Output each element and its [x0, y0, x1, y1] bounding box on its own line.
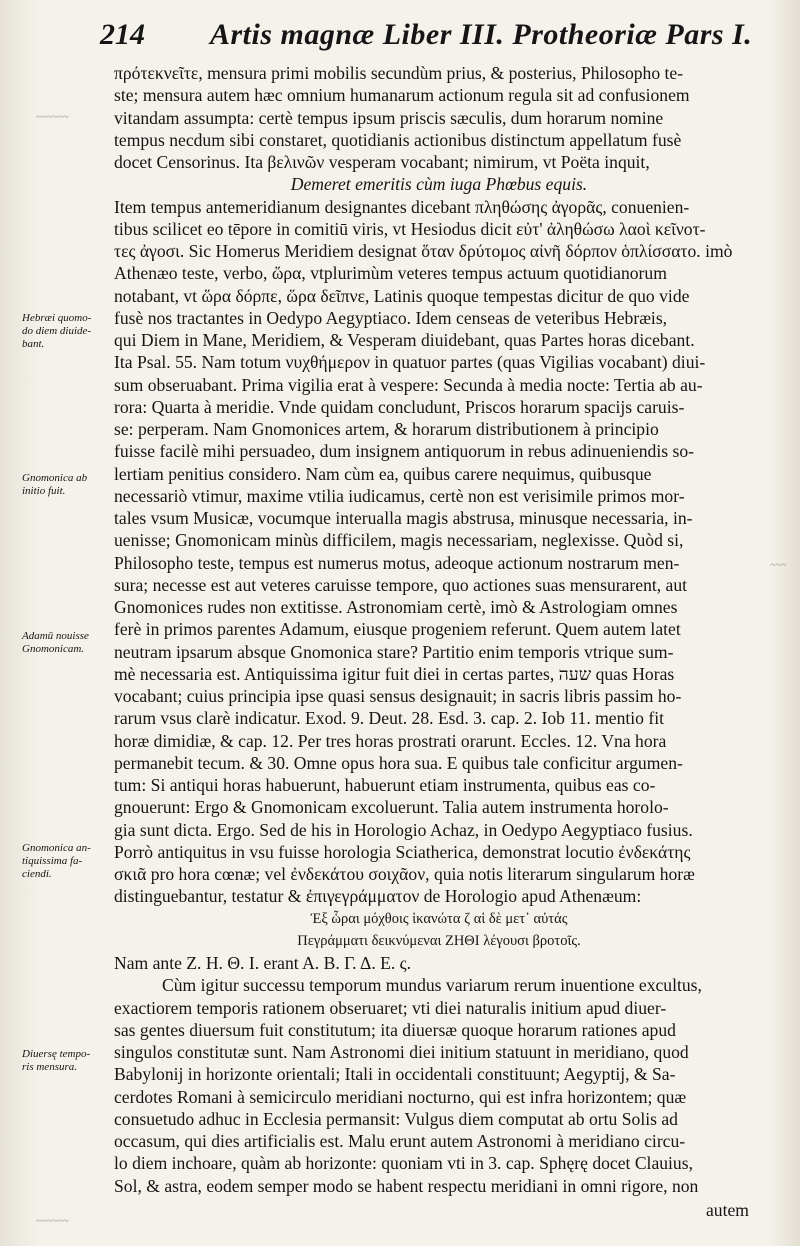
margin-note-line: Adamū nouisse: [22, 630, 89, 642]
text-line: sura; necesse est aut veteres caruisse tempore, quo actiones suas mensurarent, aut: [114, 574, 688, 595]
text-line: docet Censorinus. Ita βελινῶν vesperam vocabant; nimirum, vt Poëta inquit,: [114, 152, 650, 172]
margin-note-line: Hebræi quomo-: [22, 312, 92, 324]
text-line: vocabant; cuius principia ipse quasi sensus designauit; in sacris libris passim ho-: [114, 686, 682, 706]
margin-note-gnomonica-antiquissima: [22, 842, 110, 881]
text-line: se: perperam. Nam Gnomonices artem, & horarum distributionem à principio: [114, 419, 659, 439]
text-line: Porrò antiquitus in vsu fuisse horologia Sciatherica, demonstrat locutio ἐνδεκάτης: [114, 841, 691, 862]
text-line: fuisse facilè mihi persuadeo, dum insignem antiquorum in rebus adinueniendis so-: [114, 441, 694, 462]
text-line: tibus scilicet eo tēpore in comitiū viris, vt Hesiodus dicit εὐτ' ἀληθώσω λαοὶ κεῖνοτ-: [114, 218, 706, 239]
text-line: sas gentes diuersum fuit constitutum; ita diuersæ quoque horarum rationes apud: [114, 1019, 676, 1040]
text-line: sum obseruabant. Prima vigilia erat à vespere: Secunda à media nocte: Tertia ab au-: [114, 374, 703, 395]
margin-note-line: do diem diuide-: [22, 325, 92, 337]
text-line: Nam ante Z. H. Θ. I. erant A. B. Γ. Δ. E. ς.: [114, 953, 412, 973]
margin-note-adamu: [22, 630, 110, 656]
text-line: permanebit tecum. & 30. Omne opus hora sua. E quibus tale conficitur argumen-: [114, 752, 683, 773]
text-line: Philosopho teste, tempus est numerus motus, adeoque actionum nostrarum men-: [114, 552, 680, 573]
text-line: mè necessaria est. Antiquissima igitur fuit diei in certas partes, שעה quas Horas: [114, 663, 675, 684]
text-line: qui Diem in Mane, Meridiem, & Vesperam diuidebant, quas Partes horas dicebant.: [114, 330, 695, 350]
margin-note-line: initio fuit.: [22, 485, 66, 497]
text-line: Demeret emeritis cùm iuga Phœbus equis.: [290, 174, 588, 195]
margin-note-line: Gnomonica ab: [22, 472, 88, 484]
text-line: Babylonij in horizonte orientali; Itali in occidentali constituunt; Aegyptij, & Sa-: [114, 1064, 676, 1085]
text-line: fusè nos tractantes in Oedypo Aegyptiaco. Idem censeas de veteribus Hebræis,: [114, 307, 668, 328]
text-line: occasum, qui dies artificialis est. Malu erunt autem Astronomi à meridiano circu-: [114, 1131, 686, 1151]
page-header: [100, 18, 790, 58]
text-line: lo diem inchoare, quàm ab horizonte: quoniam vti in 3. cap. Sphęrę docet Clauius,: [114, 1153, 693, 1174]
bleed-through-mark: ~~~~~~: [36, 1216, 69, 1227]
text-line: ste; mensura autem hæc omnium humanarum actionum regula sit ad confusionem: [114, 85, 690, 106]
main-text-block: [114, 62, 764, 1197]
page-number: 214: [100, 18, 145, 51]
text-line: necessariò vtimur, maxime vtilia iudicamus, certè non est verisimile primos mor-: [114, 485, 685, 506]
text-line: horæ dimidiæ, & cap. 12. Per tres horas prostrati orarunt. Eccles. 12. Vna hora: [114, 730, 667, 751]
margin-note-line: ciendi.: [22, 868, 52, 880]
running-title: Artis magnæ Liber III. Protheoriæ Pars I.: [210, 18, 753, 51]
text-line: πρότεκνεῖτε, mensura primi mobilis secundùm prius, & posterius, Philosopho te-: [114, 63, 684, 83]
margin-note-diuersae: [22, 1048, 110, 1074]
margin-note-line: bant.: [22, 338, 45, 350]
text-line: rarum vsus clarè indicatur. Exod. 9. Deut. 28. Esd. 3. cap. 2. Iob 11. mentio fit: [114, 708, 665, 729]
text-line: exactiorem temporis rationem obseruaret; vti diei naturalis initium apud diuer-: [114, 997, 667, 1018]
text-line: Πεγράμματι δεικνύμεναι ΖΗΘΙ λέγουσι βροτοῖς.: [297, 932, 581, 949]
text-line: vitandam assumpta: certè tempus ipsum priscis sæculis, dum horarum nomine: [114, 107, 664, 128]
text-line: Ἐξ ὧραι μόχθοις ἱκανώτα ζ αἱ δὲ μετ᾽ αὐτάς: [310, 910, 568, 927]
text-line: Item tempus antemeridianum designantes dicebant πληθώσης ἀγορᾶς, conuenien-: [114, 196, 690, 217]
text-line: lertiam penitius considero. Nam cùm ea, quibus carere nequimus, quibusque: [114, 463, 652, 484]
margin-note-line: ris mensura.: [22, 1061, 78, 1073]
margin-note-line: tiquissima fa-: [22, 855, 83, 867]
text-line: tum: Si antiqui horas habuerunt, habuerunt etiam instrumenta, quibus eas co-: [114, 775, 656, 795]
text-line: gia sunt dicta. Ergo. Sed de his in Horologio Achaz, in Oedypo Aegyptiaco fusius.: [114, 819, 693, 840]
text-line: Sol, & astra, eodem semper modo se habent respectu meridiani in omni rigore, non: [114, 1175, 699, 1196]
bleed-through-mark: ~~~: [770, 560, 787, 571]
text-line: tales vsum Musicæ, vocumque interualla magis abstrusa, minusque necessaria, in-: [114, 508, 693, 528]
margin-note-line: Diuersę tempo-: [22, 1048, 91, 1060]
bleed-through-mark: ~~~~~~: [36, 112, 69, 123]
text-line: Ita Psal. 55. Nam totum νυχθήμερον in quatuor partes (quas Vigilias vocabant) diui-: [114, 352, 706, 373]
margin-note-line: Gnomonicam.: [22, 643, 85, 655]
text-line: τες ἀγοσι. Sic Homerus Meridiem designat ὅταν δρύτομος αἰνῆ δόρπον ὁπλίσσατο. imò: [114, 241, 733, 261]
text-line: Gnomonices rudes non extitisse. Astronomiam certè, imò & Astrologiam omnes: [114, 597, 678, 617]
text-line: Athenæo teste, verbo, ὥρα, vtplurimùm veteres tempus actuum quotidianorum: [114, 263, 667, 284]
margin-note-gnomonica-initio: [22, 472, 110, 498]
text-line: neutram ipsarum absque Gnomonica stare? Partitio enim temporis vtrique sum-: [114, 641, 674, 662]
text-line: consuetudo adhuc in Ecclesia permansit: Vulgus diem computat ab ortu Solis ad: [114, 1108, 678, 1129]
text-line: ferè in primos parentes Adamum, eiusque progeniem referunt. Quem autem latet: [114, 619, 681, 640]
text-line: notabant, vt ὥρα δόρπε, ὥρα δεῖπνε, Latinis quoque tempestas dicitur de quo vide: [114, 285, 690, 306]
catchword: autem: [706, 1200, 749, 1220]
margin-note-line: Gnomonica an-: [22, 842, 91, 854]
text-line: uenisse; Gnomonicam minùs difficilem, magis necessariam, neglexisse. Quòd si,: [114, 530, 684, 551]
text-line: rora: Quarta à meridie. Vnde quidam concludunt, Priscos horarum spacijs caruis-: [114, 396, 685, 417]
text-line: σκιᾶ pro hora cœnæ; vel ἐνδεκάτου σοιχᾶον, quia notis literarum singularum horæ: [114, 864, 695, 884]
text-line: distinguebantur, testatur & ἐπιγεγράμματον de Horologio apud Athenæum:: [114, 886, 642, 907]
text-line: Cùm igitur successu temporum mundus variarum rerum inuentione excultus,: [162, 975, 702, 996]
text-line: tempus necdum sibi constaret, quotidianis actionibus distinctum appellatum fusè: [114, 129, 682, 150]
text-line: singulos constitutæ sunt. Nam Astronomi diei initium statuunt in meridiano, quod: [114, 1042, 689, 1062]
text-line: cerdotes Romani à semicirculo meridiani nocturno, qui est infra horizontem; quæ: [114, 1086, 687, 1107]
margin-note-hebraei: [22, 312, 110, 351]
text-line: gnouerunt: Ergo & Gnomonicam excoluerunt. Talia autem instrumenta horolo-: [114, 797, 669, 818]
